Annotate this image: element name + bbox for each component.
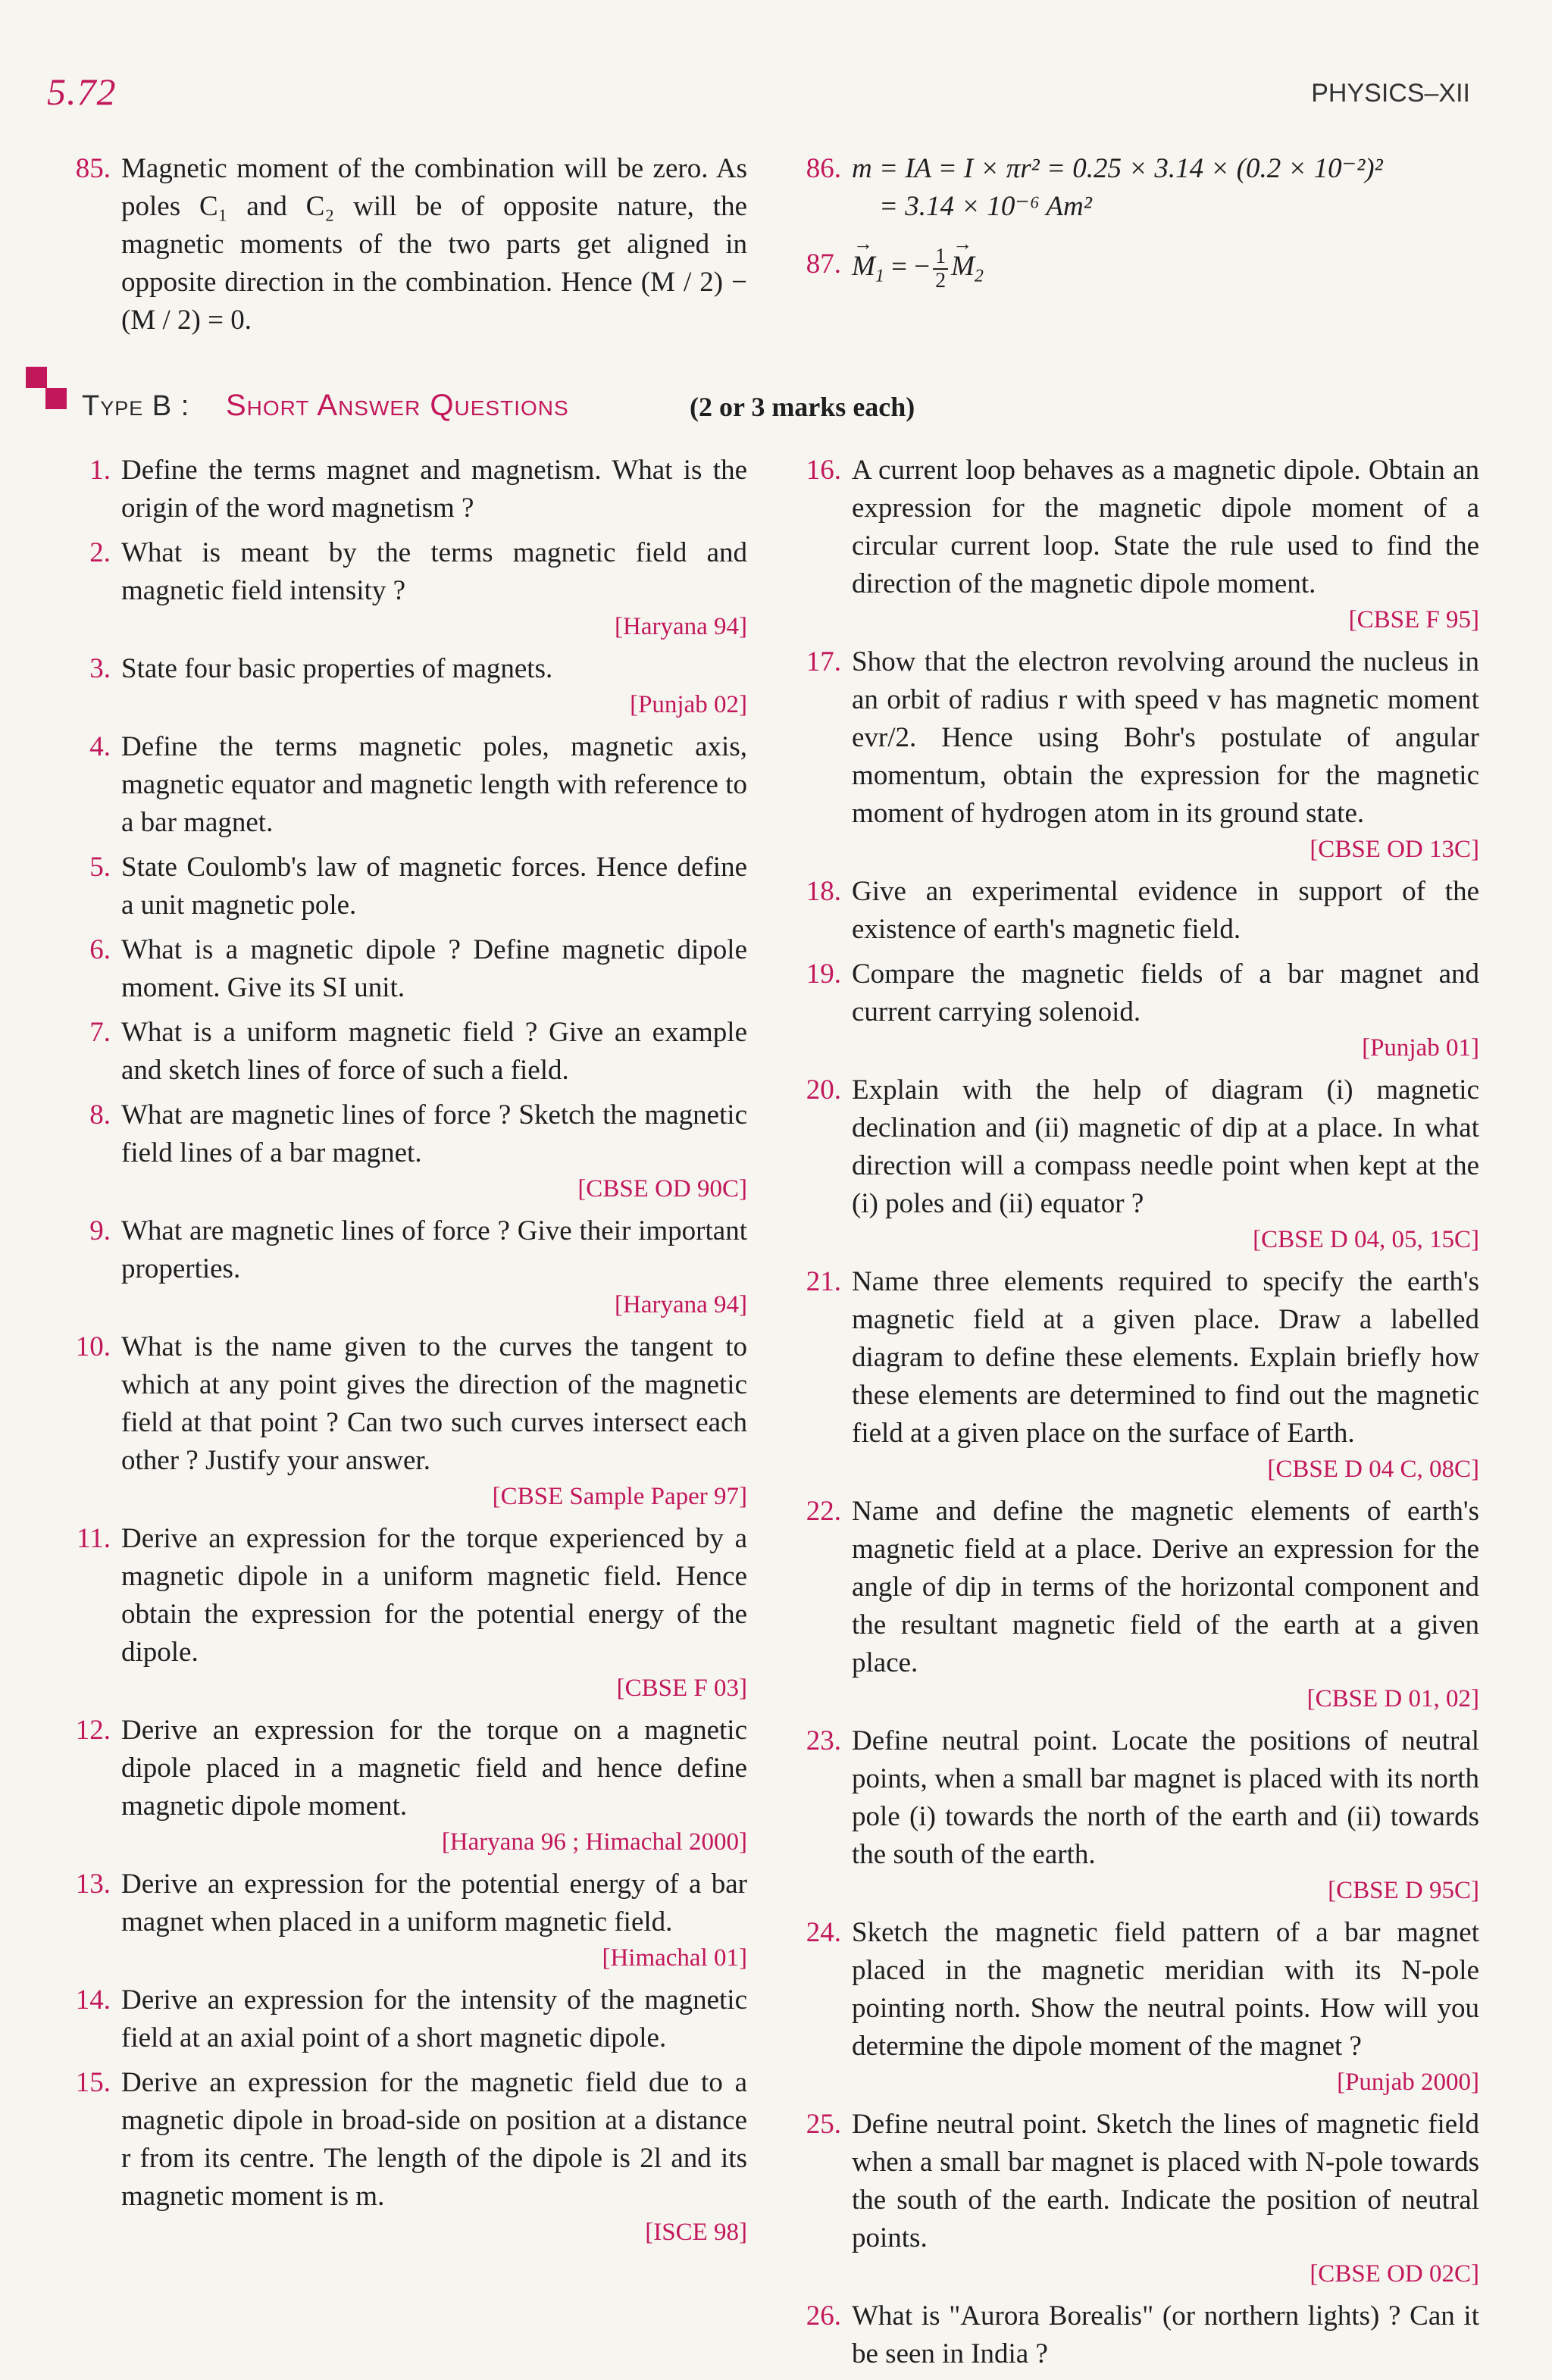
question-number: 20. — [806, 1074, 841, 1106]
question-text: What is the name given to the curves the tangent to which at any point gives the direction of the magnetic field at that point ? Can two such curves intersect each other ? Justify your answer. — [121, 1331, 747, 1476]
question-number: 26. — [806, 2300, 841, 2332]
question-number: 8. — [89, 1099, 111, 1131]
section-type-label: Type B : — [82, 390, 190, 422]
question-item — [67, 1014, 747, 1090]
question-item — [797, 2106, 1479, 2291]
heading-square-icon — [45, 388, 67, 409]
question-item — [797, 1722, 1479, 1907]
question-number: 25. — [806, 2109, 841, 2140]
question-text: Compare the magnetic fields of a bar magnet and current carrying solenoid. — [852, 959, 1479, 1027]
question-source-tag: [CBSE D 01, 02] — [1306, 1685, 1479, 1712]
question-text: Show that the electron revolving around the nucleus in an orbit of radius r with speed v has magnetic moment evr/2. Hence using Bohr's postulate of angular momentum, obtain the expression for the magnetic moment of hydrogen atom in its ground state. — [852, 646, 1479, 829]
question-text: What are magnetic lines of force ? Give their important properties. — [121, 1215, 747, 1284]
question-source-tag: [CBSE D 95C] — [1328, 1877, 1479, 1904]
question-item — [67, 650, 747, 721]
page-number: 5.72 — [47, 70, 117, 113]
question-text: A current loop behaves as a magnetic dipole. Obtain an expression for the magnetic dipole moment of a circular current loop. State the rule used to find the direction of the magnetic dipole moment. — [852, 455, 1479, 599]
question-item — [67, 1212, 747, 1321]
question-number: 9. — [89, 1215, 111, 1246]
question-item — [797, 643, 1479, 866]
question-number: 11. — [77, 1523, 111, 1554]
book-title: PHYSICS–XII — [1311, 79, 1470, 108]
question-number: 12. — [75, 1715, 111, 1746]
answers-86-87-column — [797, 150, 1487, 299]
question-source-tag: [Himachal 01] — [602, 1944, 747, 1972]
question-number: 2. — [89, 537, 111, 568]
vector-m2: → $M_2$ — [951, 248, 984, 286]
question-text: State four basic properties of magnets. — [121, 653, 553, 684]
question-item — [797, 1914, 1479, 2099]
answer-86-line2: = 3.14 × 10⁻⁶ Am² — [879, 191, 1092, 222]
question-item — [67, 1866, 747, 1975]
question-number: 18. — [806, 876, 841, 907]
answer-number: 85. — [75, 153, 111, 184]
question-item — [67, 1328, 747, 1513]
question-number: 13. — [75, 1869, 111, 1900]
vector-m1: → $M_1$ — [852, 248, 884, 286]
answer-number: 86. — [806, 153, 841, 184]
question-text: What are magnetic lines of force ? Sketch the magnetic field lines of a bar magnet. — [121, 1099, 747, 1168]
question-item — [67, 452, 747, 527]
question-item — [67, 849, 747, 924]
answer-87-formula: → $M_1$ = − $\frac{1}{2}$ → $M_2$ — [852, 246, 1487, 292]
question-source-tag: [ISCE 98] — [645, 2219, 747, 2246]
question-source-tag: [CBSE OD 02C] — [1310, 2260, 1479, 2288]
question-source-tag: [CBSE F 03] — [616, 1675, 747, 1702]
question-item — [797, 452, 1479, 636]
question-number: 21. — [806, 1266, 841, 1297]
answer-85-column — [67, 150, 747, 346]
fraction-half: $\frac{1}{2}$ — [933, 246, 948, 292]
question-item — [67, 728, 747, 842]
question-number: 3. — [89, 653, 111, 684]
question-source-tag: [Haryana 94] — [615, 613, 747, 640]
question-text: Explain with the help of diagram (i) magnetic declination and (ii) magnetic of dip at a place. In what direction will a compass needle point when kept at the (i) poles and (ii) equator ? — [852, 1074, 1479, 1219]
question-item — [67, 2064, 747, 2249]
question-text: Define the terms magnetic poles, magnetic axis, magnetic equator and magnetic length with reference to a bar magnet. — [121, 731, 747, 838]
question-item — [67, 534, 747, 643]
question-item — [797, 2297, 1479, 2373]
question-source-tag: [Haryana 96 ; Himachal 2000] — [441, 1828, 747, 1856]
question-number: 4. — [89, 731, 111, 762]
question-text: Name and define the magnetic elements of earth's magnetic field at a place. Derive an expression for the angle of dip in terms of the horizontal component and the resultant magnetic field of the earth at a given place. — [852, 1496, 1479, 1678]
question-item — [67, 1712, 747, 1859]
question-source-tag: [Haryana 94] — [615, 1291, 747, 1318]
question-item — [797, 1071, 1479, 1256]
question-number: 1. — [89, 455, 111, 486]
question-text: Give an experimental evidence in support of the existence of earth's magnetic field. — [852, 876, 1479, 945]
question-number: 17. — [806, 646, 841, 677]
question-item — [67, 1981, 747, 2057]
question-item — [797, 873, 1479, 949]
question-number: 6. — [89, 934, 111, 965]
question-number: 5. — [89, 852, 111, 883]
question-source-tag: [CBSE F 95] — [1348, 606, 1479, 633]
question-source-tag: [CBSE D 04 C, 08C] — [1267, 1456, 1479, 1483]
question-source-tag: [Punjab 02] — [630, 691, 747, 718]
question-text: Define neutral point. Sketch the lines of magnetic field when a small bar magnet is placed with N-pole towards the south of the earth. Indicate the position of neutral points. — [852, 2109, 1479, 2253]
question-item — [797, 1493, 1479, 1715]
question-item — [797, 1263, 1479, 1486]
question-number: 22. — [806, 1496, 841, 1527]
heading-square-icon — [26, 367, 47, 388]
question-number: 24. — [806, 1917, 841, 1948]
question-text: What is a uniform magnetic field ? Give an example and sketch lines of force of such a field. — [121, 1017, 747, 1086]
answer-87 — [797, 246, 1487, 292]
question-text: Derive an expression for the intensity of the magnetic field at an axial point of a short magnetic dipole. — [121, 1984, 747, 2053]
question-number: 19. — [806, 959, 841, 990]
question-source-tag: [Punjab 2000] — [1337, 2069, 1479, 2096]
question-text: What is a magnetic dipole ? Define magnetic dipole moment. Give its SI unit. — [121, 934, 747, 1003]
question-text: What is meant by the terms magnetic field and magnetic field intensity ? — [121, 537, 747, 606]
answer-text: Magnetic moment of the combination will be zero. As poles C₁ and C₂ will be of opposite nature, the magnetic moments of the two parts get aligned in opposite direction in the combination. Hence (M / 2) − (M / 2) = 0. — [121, 153, 747, 336]
question-text: Derive an expression for the torque experienced by a magnetic dipole in a uniform magnetic field. Hence obtain the expression for the potential energy of the dipole. — [121, 1523, 747, 1668]
question-number: 10. — [75, 1331, 111, 1362]
section-title: Short Answer Questions — [226, 389, 569, 422]
question-text: Define neutral point. Locate the positions of neutral points, when a small bar magnet is placed with its north pole (i) towards the north of the earth and (ii) towards the south of the earth. — [852, 1725, 1479, 1870]
question-text: Derive an expression for the magnetic field due to a magnetic dipole in broad-side on position at a distance r from its centre. The length of the dipole is 2l and its magnetic moment is m. — [121, 2067, 747, 2212]
question-source-tag: [CBSE D 04, 05, 15C] — [1253, 1226, 1479, 1253]
question-source-tag: [CBSE Sample Paper 97] — [492, 1483, 747, 1510]
question-text: Name three elements required to specify the earth's magnetic field at a given place. Draw a labelled diagram to define these elements. Explain briefly how these elements are determined to find out the magnetic field at a given place on the surface of Earth. — [852, 1266, 1479, 1449]
question-number: 16. — [806, 455, 841, 486]
question-item — [67, 1520, 747, 1705]
question-source-tag: [CBSE OD 13C] — [1310, 836, 1479, 863]
question-text: State Coulomb's law of magnetic forces. Hence define a unit magnetic pole. — [121, 852, 747, 921]
section-marks: (2 or 3 marks each) — [690, 392, 915, 422]
question-source-tag: [CBSE OD 90C] — [577, 1175, 747, 1203]
question-item — [67, 931, 747, 1007]
question-item — [797, 955, 1479, 1065]
questions-left-column — [67, 452, 747, 2256]
question-source-tag: [Punjab 01] — [1362, 1034, 1479, 1062]
answer-86 — [797, 150, 1487, 226]
question-text: Derive an expression for the potential energy of a bar magnet when placed in a uniform magnetic field. — [121, 1869, 747, 1937]
question-text: Sketch the magnetic field pattern of a bar magnet placed in the magnetic meridian with its N-pole pointing north. Show the neutral points. How will you determine the dipole moment of the magnet ? — [852, 1917, 1479, 2062]
question-text: Derive an expression for the torque on a magnetic dipole placed in a magnetic field and hence define magnetic dipole moment. — [121, 1715, 747, 1822]
question-text: What is "Aurora Borealis" (or northern lights) ? Can it be seen in India ? — [852, 2300, 1479, 2369]
answer-85 — [67, 150, 747, 339]
question-number: 15. — [75, 2067, 111, 2098]
question-text: Define the terms magnet and magnetism. What is the origin of the word magnetism ? — [121, 455, 747, 524]
question-number: 7. — [89, 1017, 111, 1048]
question-item — [67, 1096, 747, 1206]
question-number: 14. — [75, 1984, 111, 2016]
questions-right-column — [797, 452, 1479, 2380]
question-number: 23. — [806, 1725, 841, 1756]
answer-number: 87. — [806, 249, 841, 280]
answer-86-line1: m = IA = I × πr² = 0.25 × 3.14 × (0.2 × 10⁻²)² — [852, 153, 1383, 184]
